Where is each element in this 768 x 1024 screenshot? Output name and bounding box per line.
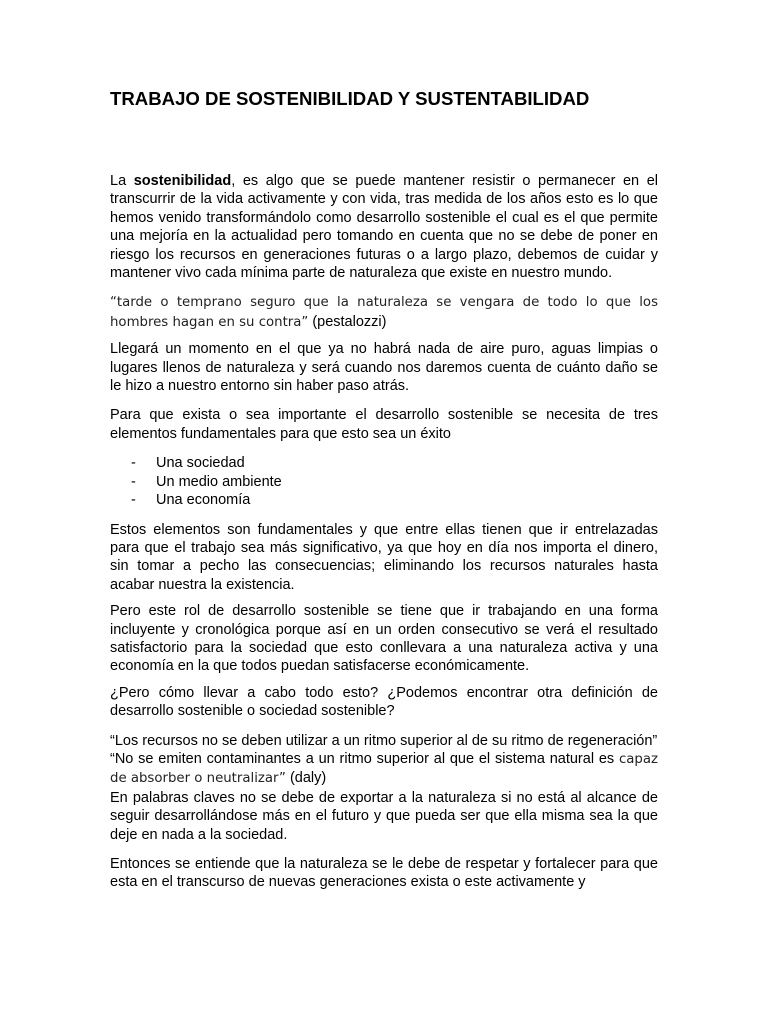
quote-daly-part1: “No se emiten contaminantes a un ritmo superior al que el sistema natural es	[110, 750, 619, 767]
bullet-dash: -	[131, 492, 136, 509]
p1-prefix: La	[110, 173, 134, 189]
elements-list	[110, 454, 658, 509]
paragraph-sostenibilidad	[110, 172, 658, 282]
p1-bold-term: sostenibilidad	[133, 173, 232, 189]
paragraph-rol: Pero este rol de desarrollo sostenible se tiene que ir trabajando en una forma incluyente y cronológica porque así en un orden consecutivo se verá el resultado satisfactorio para la sociedad que esto conllevara a una naturaleza activa y una economía en la que todos puedan satisfacerse económicamente.	[110, 603, 658, 675]
paragraph-pregunta: ¿Pero cómo llevar a cabo todo esto? ¿Podemos encontrar otra definición de desarrollo sostenible o sociedad sostenible?	[110, 684, 658, 720]
quote-pestalozzi-author: (pestalozzi)	[308, 313, 387, 330]
quote-pestalozzi-text: “tarde o temprano seguro que la naturaleza se vengara de todo lo que los hombres hagan en su contra”	[110, 295, 658, 330]
quote-daly	[110, 750, 658, 789]
list-item: - Una sociedad	[131, 455, 245, 472]
list-item: - Una economía	[131, 492, 251, 509]
p1-rest: , es algo que se puede mantener resistir o permanecer en el transcurrir de la vida activamente y con vida, tras medida de los años esto es lo que hemos venido transformándolo como desarrollo sostenible el cual es el que permite una mejoría en la actualidad pero tomando en cuenta que no se debe de poner en riesgo los recursos en generaciones futuras o a largo plazo, debemos de cuidar y mantener vivo cada mínima parte de naturaleza que existe en nuestro mundo.	[110, 173, 658, 282]
paragraph-entonces: Entonces se entiende que la naturaleza se le debe de respetar y fortalecer para que esta en el transcurso de nuevas generaciones exista o este activamente y	[110, 856, 658, 891]
paragraph-elementos: Para que exista o sea importante el desarrollo sostenible se necesita de tres elementos fundamentales para que esto sea un éxito	[110, 407, 658, 442]
document-body	[110, 172, 658, 892]
quote-pestalozzi	[110, 293, 658, 332]
bullet-dash: -	[131, 473, 136, 490]
bullet-dash: -	[131, 455, 136, 472]
paragraph-momento: Llegará un momento en el que ya no habrá nada de aire puro, aguas limpias o lugares llenos de naturaleza y será cuando nos daremos cuenta de cuánto daño se le hizo a nuestro entorno sin haber paso atrás.	[110, 341, 658, 395]
quote-daly-author: (daly)	[285, 770, 327, 787]
quote-recursos: “Los recursos no se deben utilizar a un ritmo superior al de su ritmo de regeneración”	[110, 732, 658, 749]
paragraph-palabras-claves: En palabras claves no se debe de exportar a la naturaleza si no está al alcance de seguir desarrollándose más en el futuro y que pueda ser que ella misma sea la que deje en nada a la sociedad.	[110, 789, 658, 843]
paragraph-fundamentales: Estos elementos son fundamentales y que entre ellas tienen que ir entrelazadas para que el trabajo sea más significativo, ya que hoy en día nos importa el dinero, sin tomar a pecho las consecuencias; eliminando los recursos naturales hasta acabar nuestra la existencia.	[110, 521, 658, 593]
document-title: TRABAJO DE SOSTENIBILIDAD Y SUSTENTABILIDAD	[110, 88, 590, 109]
list-item: - Un medio ambiente	[131, 473, 282, 490]
quote-daly-part2: capaz de absorber o neutralizar”	[110, 751, 658, 787]
document-header	[110, 88, 658, 110]
